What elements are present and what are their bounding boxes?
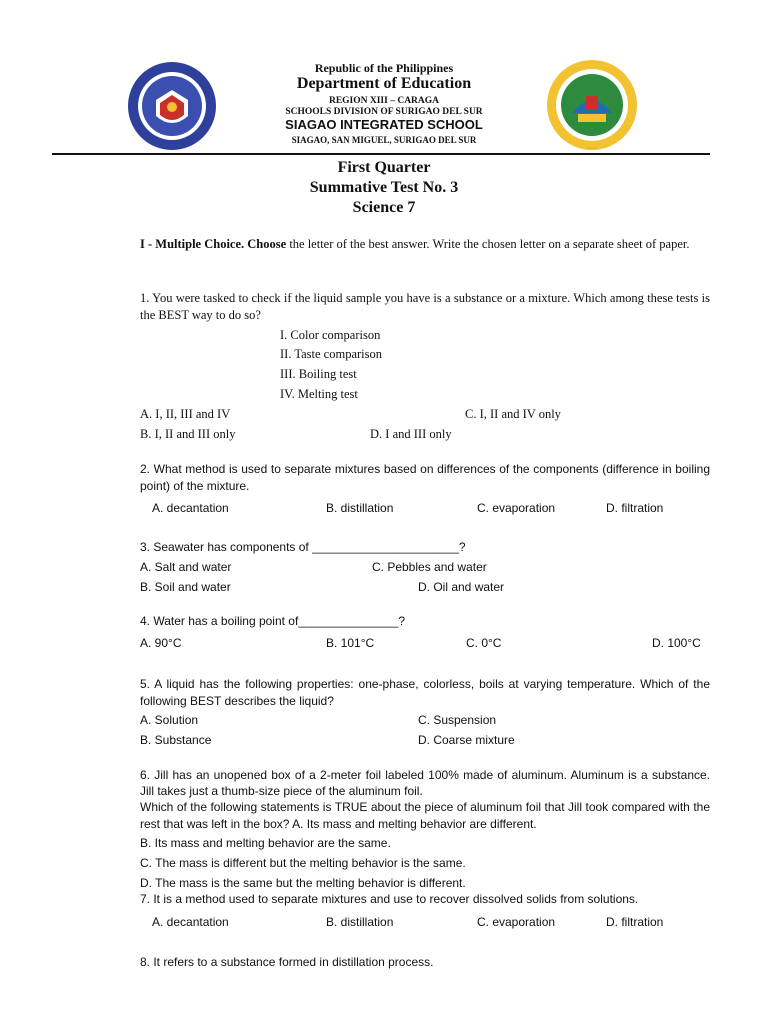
q1-option-c: C. I, II and IV only xyxy=(465,407,561,421)
q2-option-d: D. filtration xyxy=(606,501,664,515)
q2-option-b: B. distillation xyxy=(326,501,394,515)
q4-text: 4. Water has a boiling point of_______________? xyxy=(140,614,406,628)
q1-option-a: A. I, II, III and IV xyxy=(140,407,231,421)
q6-text-1: 6. Jill has an unopened box of a 2-meter foil labeled 100% made of aluminum. Aluminum is a substance. Jill takes just a thumb-size piece of the aluminum foil. xyxy=(140,768,710,798)
q6-text-2: Which of the following statements is TRUE about the piece of aluminum foil that Jill took compared with the rest that was left in the box? A. Its mass and melting behavior are different. xyxy=(140,800,710,831)
q1-option-b: B. I, II and III only xyxy=(140,427,236,441)
q7-option-a: A. decantation xyxy=(152,915,229,929)
instructions-text: the letter of the best answer. Write the chosen letter on a separate sheet of paper. xyxy=(286,237,690,251)
q7-text: 7. It is a method used to separate mixtures and use to recover dissolved solids from solutions. xyxy=(140,892,639,906)
q5-option-c: C. Suspension xyxy=(418,713,497,727)
school-address: SIAGAO, SAN MIGUEL, SURIGAO DEL SUR xyxy=(291,135,477,145)
q5-option-d: D. Coarse mixture xyxy=(418,733,515,747)
quarter-title: First Quarter xyxy=(337,159,431,176)
q3-option-b: B. Soil and water xyxy=(140,580,231,594)
instructions-bold: I - Multiple Choice. Choose xyxy=(140,237,287,251)
school-name: SIAGAO INTEGRATED SCHOOL xyxy=(285,117,483,132)
q4-option-d: D. 100°C xyxy=(652,636,701,650)
test-title: Summative Test No. 3 xyxy=(309,179,459,196)
instructions xyxy=(140,236,710,253)
q1-option-d: D. I and III only xyxy=(370,427,452,441)
q4-option-b: B. 101°C xyxy=(326,636,375,650)
q1-item-2: II. Taste comparison xyxy=(280,347,382,361)
q7-option-d: D. filtration xyxy=(606,915,664,929)
q3-option-a: A. Salt and water xyxy=(140,560,232,574)
subject-title: Science 7 xyxy=(352,199,416,216)
q1-item-4: IV. Melting test xyxy=(280,387,358,401)
q3-text: 3. Seawater has components of ______________________? xyxy=(140,540,466,554)
q2-option-c: C. evaporation xyxy=(477,501,556,515)
q6-option-b: B. Its mass and melting behavior are the same. xyxy=(140,836,391,850)
q4-option-c: C. 0°C xyxy=(466,636,502,650)
school-seal-text xyxy=(586,148,599,150)
q1-item-3: III. Boiling test xyxy=(280,367,357,381)
q8-text: 8. It refers to a substance formed in distillation process. xyxy=(140,955,434,969)
q6-option-d: D. The mass is the same but the melting behavior is different. xyxy=(140,876,466,890)
q5-text: 5. A liquid has the following properties: one-phase, colorless, boils at varying temperature. Which of the following BEST describes the liquid? xyxy=(140,677,710,708)
header-divider xyxy=(52,153,710,155)
q2-text: 2. What method is used to separate mixtures based on differences of the components (difference in boiling point) of the mixture. xyxy=(140,462,710,493)
q1-text: 1. You were tasked to check if the liquid sample you have is a substance or a mixture. Which among these tests is the BEST way to do so? xyxy=(140,291,710,322)
q3-option-d: D. Oil and water xyxy=(418,580,505,594)
q3-option-c: C. Pebbles and water xyxy=(372,560,487,574)
deped-seal-text xyxy=(164,148,181,150)
q7-option-c: C. evaporation xyxy=(477,915,556,929)
q2-option-a: A. decantation xyxy=(152,501,229,515)
division-label: SCHOOLS DIVISION OF SURIGAO DEL SUR xyxy=(285,107,483,117)
q7-option-b: B. distillation xyxy=(326,915,394,929)
q5-option-b: B. Substance xyxy=(140,733,212,747)
q4-option-a: A. 90°C xyxy=(140,636,182,650)
q1-item-1: I. Color comparison xyxy=(280,328,381,342)
department-label: Department of Education xyxy=(296,75,472,92)
q5-option-a: A. Solution xyxy=(140,713,199,727)
q6-option-c: C. The mass is different but the melting behavior is the same. xyxy=(140,856,466,870)
region-label: REGION XIII – CARAGA xyxy=(328,96,440,106)
republic-label: Republic of the Philippines xyxy=(314,61,454,75)
